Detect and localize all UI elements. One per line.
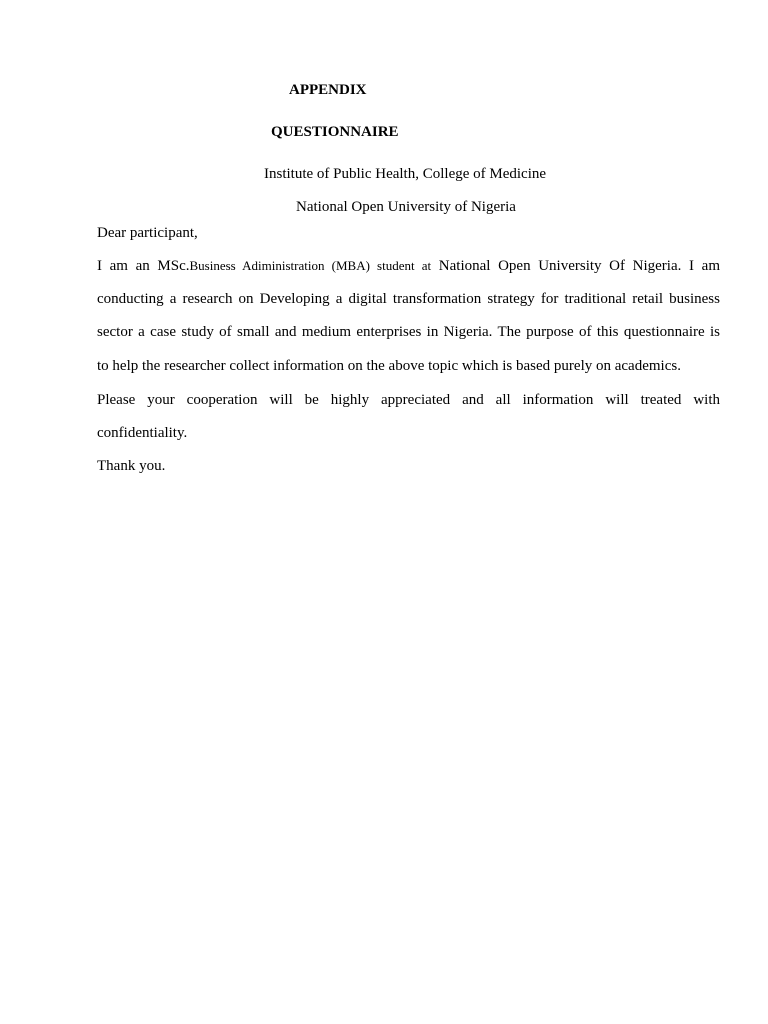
body-line-4: to help the researcher collect information on the above topic which is based purely on academics.: [97, 358, 681, 374]
body-line-2: conducting a research on Developing a digital transformation strategy for traditional retail business: [97, 291, 720, 307]
body-line-6: confidentiality.: [97, 425, 188, 441]
university-line: National Open University of Nigeria: [296, 199, 516, 215]
body-line-1: [97, 258, 720, 275]
body-line-5: Please your cooperation will be highly appreciated and all information will treated with: [97, 392, 720, 408]
body-line-3: sector a case study of small and medium enterprises in Nigeria. The purpose of this questionnaire is: [97, 324, 720, 340]
appendix-heading: APPENDIX: [289, 82, 367, 98]
body-line-1-part2: Business Adiministration (MBA) student at: [189, 258, 432, 273]
body-line-1-part3: National Open University Of Nigeria. I am: [431, 258, 720, 274]
closing-line: Thank you.: [97, 458, 166, 474]
institute-line: Institute of Public Health, College of Medicine: [264, 166, 547, 182]
questionnaire-heading: QUESTIONNAIRE: [271, 124, 399, 140]
body-line-1-part1: I am an MSc.: [97, 258, 190, 274]
salutation: Dear participant,: [97, 225, 198, 241]
